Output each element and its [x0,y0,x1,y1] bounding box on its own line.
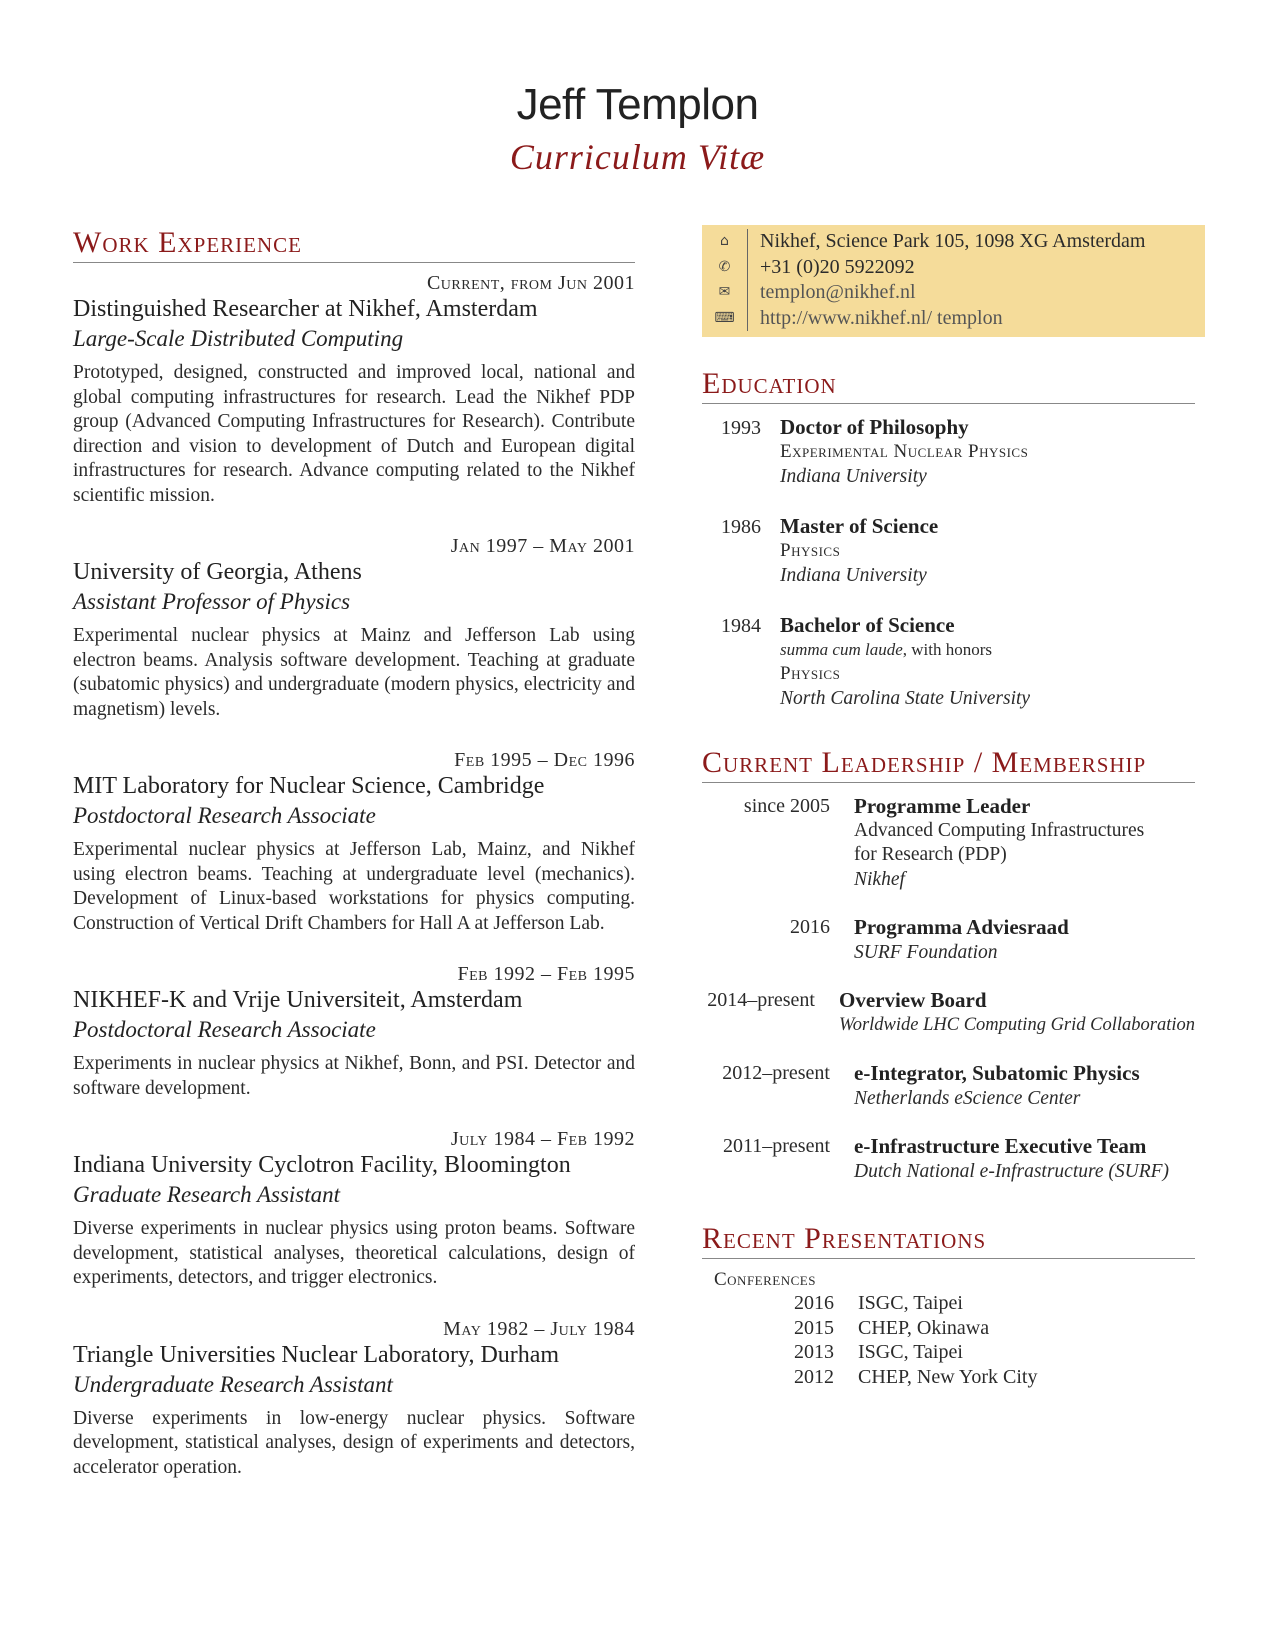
job-title: Distinguished Researcher at Nikhef, Amsterdam [73,296,538,322]
leadership-org: Worldwide LHC Computing Grid Collaboration [838,1015,1195,1035]
education-honors [780,638,1195,662]
leadership-role: e-Infrastructure Executive Team [854,1134,1147,1158]
job-role: Graduate Research Assistant [73,1182,341,1207]
education-degree: Doctor of Philosophy [780,415,969,439]
education-honors-rest: , with honors [902,640,993,659]
job-entry [73,748,635,936]
contact-phone: +31 (0)20 5922092 [760,255,915,278]
presentation-item [702,1365,1195,1390]
job-description: Diverse experiments in low-energy nuclear physics. Software development, statistical analyses, design of experiments and detectors, accelerator operation. [73,1407,635,1478]
job-date: Current, from Jun 2001 [426,272,635,294]
leadership-detail: for Research (PDP) [854,844,1007,865]
leadership-org: Netherlands eScience Center [854,1088,1081,1109]
job-title: Indiana University Cyclotron Facility, Bloomington [73,1152,571,1178]
leadership-year: 2011–present [722,1135,830,1157]
job-entry [73,534,635,722]
job-description: Experimental nuclear physics at Mainz and Jefferson Lab using electron beams. Analysis software development. Teaching at graduate (subatomic physics) and undergraduate (modern physics, electricity and magnetism) levels. [73,625,635,720]
work-experience-section [73,226,635,1506]
leadership-section [702,746,1195,1184]
presentation-event: ISGC, Taipei [858,1292,963,1314]
job-title: University of Georgia, Athens [73,559,362,585]
leadership-entry [702,793,1195,892]
contact-web-row[interactable] [702,306,1205,332]
phone-icon: ✆ [702,255,748,281]
section-title-presentations: Recent Presentations [702,1222,1195,1259]
job-description: Prototyped, designed, constructed and improved local, national and global computing infrastructures for research. Lead the Nikhef PDP group (Advanced Computing Infrastructures for Research). Contribute direction and vision to development of Dutch and European digital infrastructures for research. Advance computing related to the Nikhef scientific mission. [73,362,635,506]
job-title: MIT Laboratory for Nuclear Science, Cambridge [73,773,545,799]
job-entry [73,962,635,1101]
education-honors-latin: summa cum laude [780,640,903,659]
presentations-category: Conferences [714,1269,816,1290]
education-degree: Bachelor of Science [780,613,955,637]
leadership-year: since 2005 [743,795,830,817]
leadership-entry [702,914,1195,965]
job-role: Undergraduate Research Assistant [73,1371,393,1397]
leadership-role: e-Integrator, Subatomic Physics [854,1061,1140,1085]
education-field: Physics [780,663,841,684]
presentation-event: CHEP, New York City [858,1365,1038,1388]
education-degree: Master of Science [780,514,939,538]
education-section [702,367,1195,711]
job-description: Diverse experiments in nuclear physics using proton beams. Software development, statistical analyses, theoretical calculations, design of experiments, detectors, and trigger electronics. [73,1218,635,1288]
job-role: Large-Scale Distributed Computing [73,326,404,351]
envelope-icon: ✉ [702,280,748,306]
cv-name: Jeff Templon [516,80,759,129]
leadership-entry [702,1060,1195,1111]
job-role: Postdoctoral Research Associate [73,803,376,828]
leadership-org: SURF Foundation [854,942,998,963]
cv-subtitle: Curriculum Vitæ [509,137,766,177]
job-date: Jan 1997 – May 2001 [450,535,635,557]
job-date: Feb 1992 – Feb 1995 [457,963,635,985]
contact-email-row[interactable] [702,280,1205,306]
job-role: Assistant Professor of Physics [73,589,351,614]
section-title-education: Education [702,367,1195,404]
home-icon: ⌂ [702,229,748,255]
education-field: Physics [780,540,841,561]
leadership-year: 2016 [790,916,830,938]
job-description: Experiments in nuclear physics at Nikhef, Bonn, and PSI. Detector and software development. [73,1053,635,1099]
presentation-year: 2012 [794,1365,834,1388]
job-date: July 1984 – Feb 1992 [450,1128,635,1150]
job-entry [73,1127,635,1291]
presentation-item [702,1291,1195,1316]
job-date: May 1982 – July 1984 [443,1317,635,1340]
education-entry [702,414,1195,489]
leadership-org: Dutch National e-Infrastructure (SURF) [854,1161,1170,1182]
education-school: Indiana University [780,565,927,586]
education-school: North Carolina State University [780,688,1031,709]
section-title-leadership: Current Leadership / Membership [702,746,1195,783]
presentation-item [702,1340,1195,1365]
presentation-event: CHEP, Okinawa [858,1316,990,1339]
job-date: Feb 1995 – Dec 1996 [454,749,635,771]
job-entry [73,271,635,508]
leadership-year: 2014–present [707,989,815,1011]
contact-box [702,225,1205,337]
education-year: 1984 [721,615,761,637]
presentation-year: 2015 [794,1316,834,1339]
contact-web-link[interactable]: http://www.nikhef.nl/ templon [760,306,1003,329]
leadership-role: Programme Leader [854,794,1031,818]
leadership-role: Overview Board [838,988,987,1012]
contact-address: Nikhef, Science Park 105, 1098 XG Amsterdam [760,230,1146,253]
leadership-detail: Advanced Computing Infrastructures [854,820,1145,841]
job-title: Triangle Universities Nuclear Laboratory, Durham [73,1341,560,1368]
education-year: 1986 [721,516,761,538]
presentation-event: ISGC, Taipei [858,1341,963,1363]
education-entry [702,513,1195,588]
job-entry [73,1317,635,1481]
contact-phone-row [702,255,1205,281]
education-year: 1993 [721,417,761,439]
job-description: Experimental nuclear physics at Jefferson Lab, Mainz, and Nikhef using electron beams. Teaching at undergraduate level (mechanics). Development of Linux-based workstations for physics computing. Construction of Vertical Drift Chambers for Hall A at Jefferson Lab. [73,839,635,934]
presentation-year: 2016 [794,1292,834,1314]
leadership-entry [702,1133,1195,1184]
leadership-entry [702,987,1195,1038]
presentation-item [702,1316,1195,1341]
leadership-year: 2012–present [722,1062,830,1084]
education-school: Indiana University [780,466,927,487]
presentation-year: 2013 [794,1341,834,1363]
keyboard-icon: ⌨ [702,306,748,332]
contact-email-link[interactable]: templon@nikhef.nl [760,281,916,304]
education-entry [702,612,1195,711]
job-title: NIKHEF-K and Vrije Universiteit, Amsterdam [73,987,523,1013]
leadership-org: Nikhef [854,869,905,890]
section-title-work: Work Experience [73,226,635,263]
education-field: Experimental Nuclear Physics [780,441,1029,462]
leadership-role: Programma Adviesraad [854,915,1069,939]
presentations-section [702,1222,1195,1389]
job-role: Postdoctoral Research Associate [73,1017,376,1042]
contact-address-row [702,229,1205,255]
